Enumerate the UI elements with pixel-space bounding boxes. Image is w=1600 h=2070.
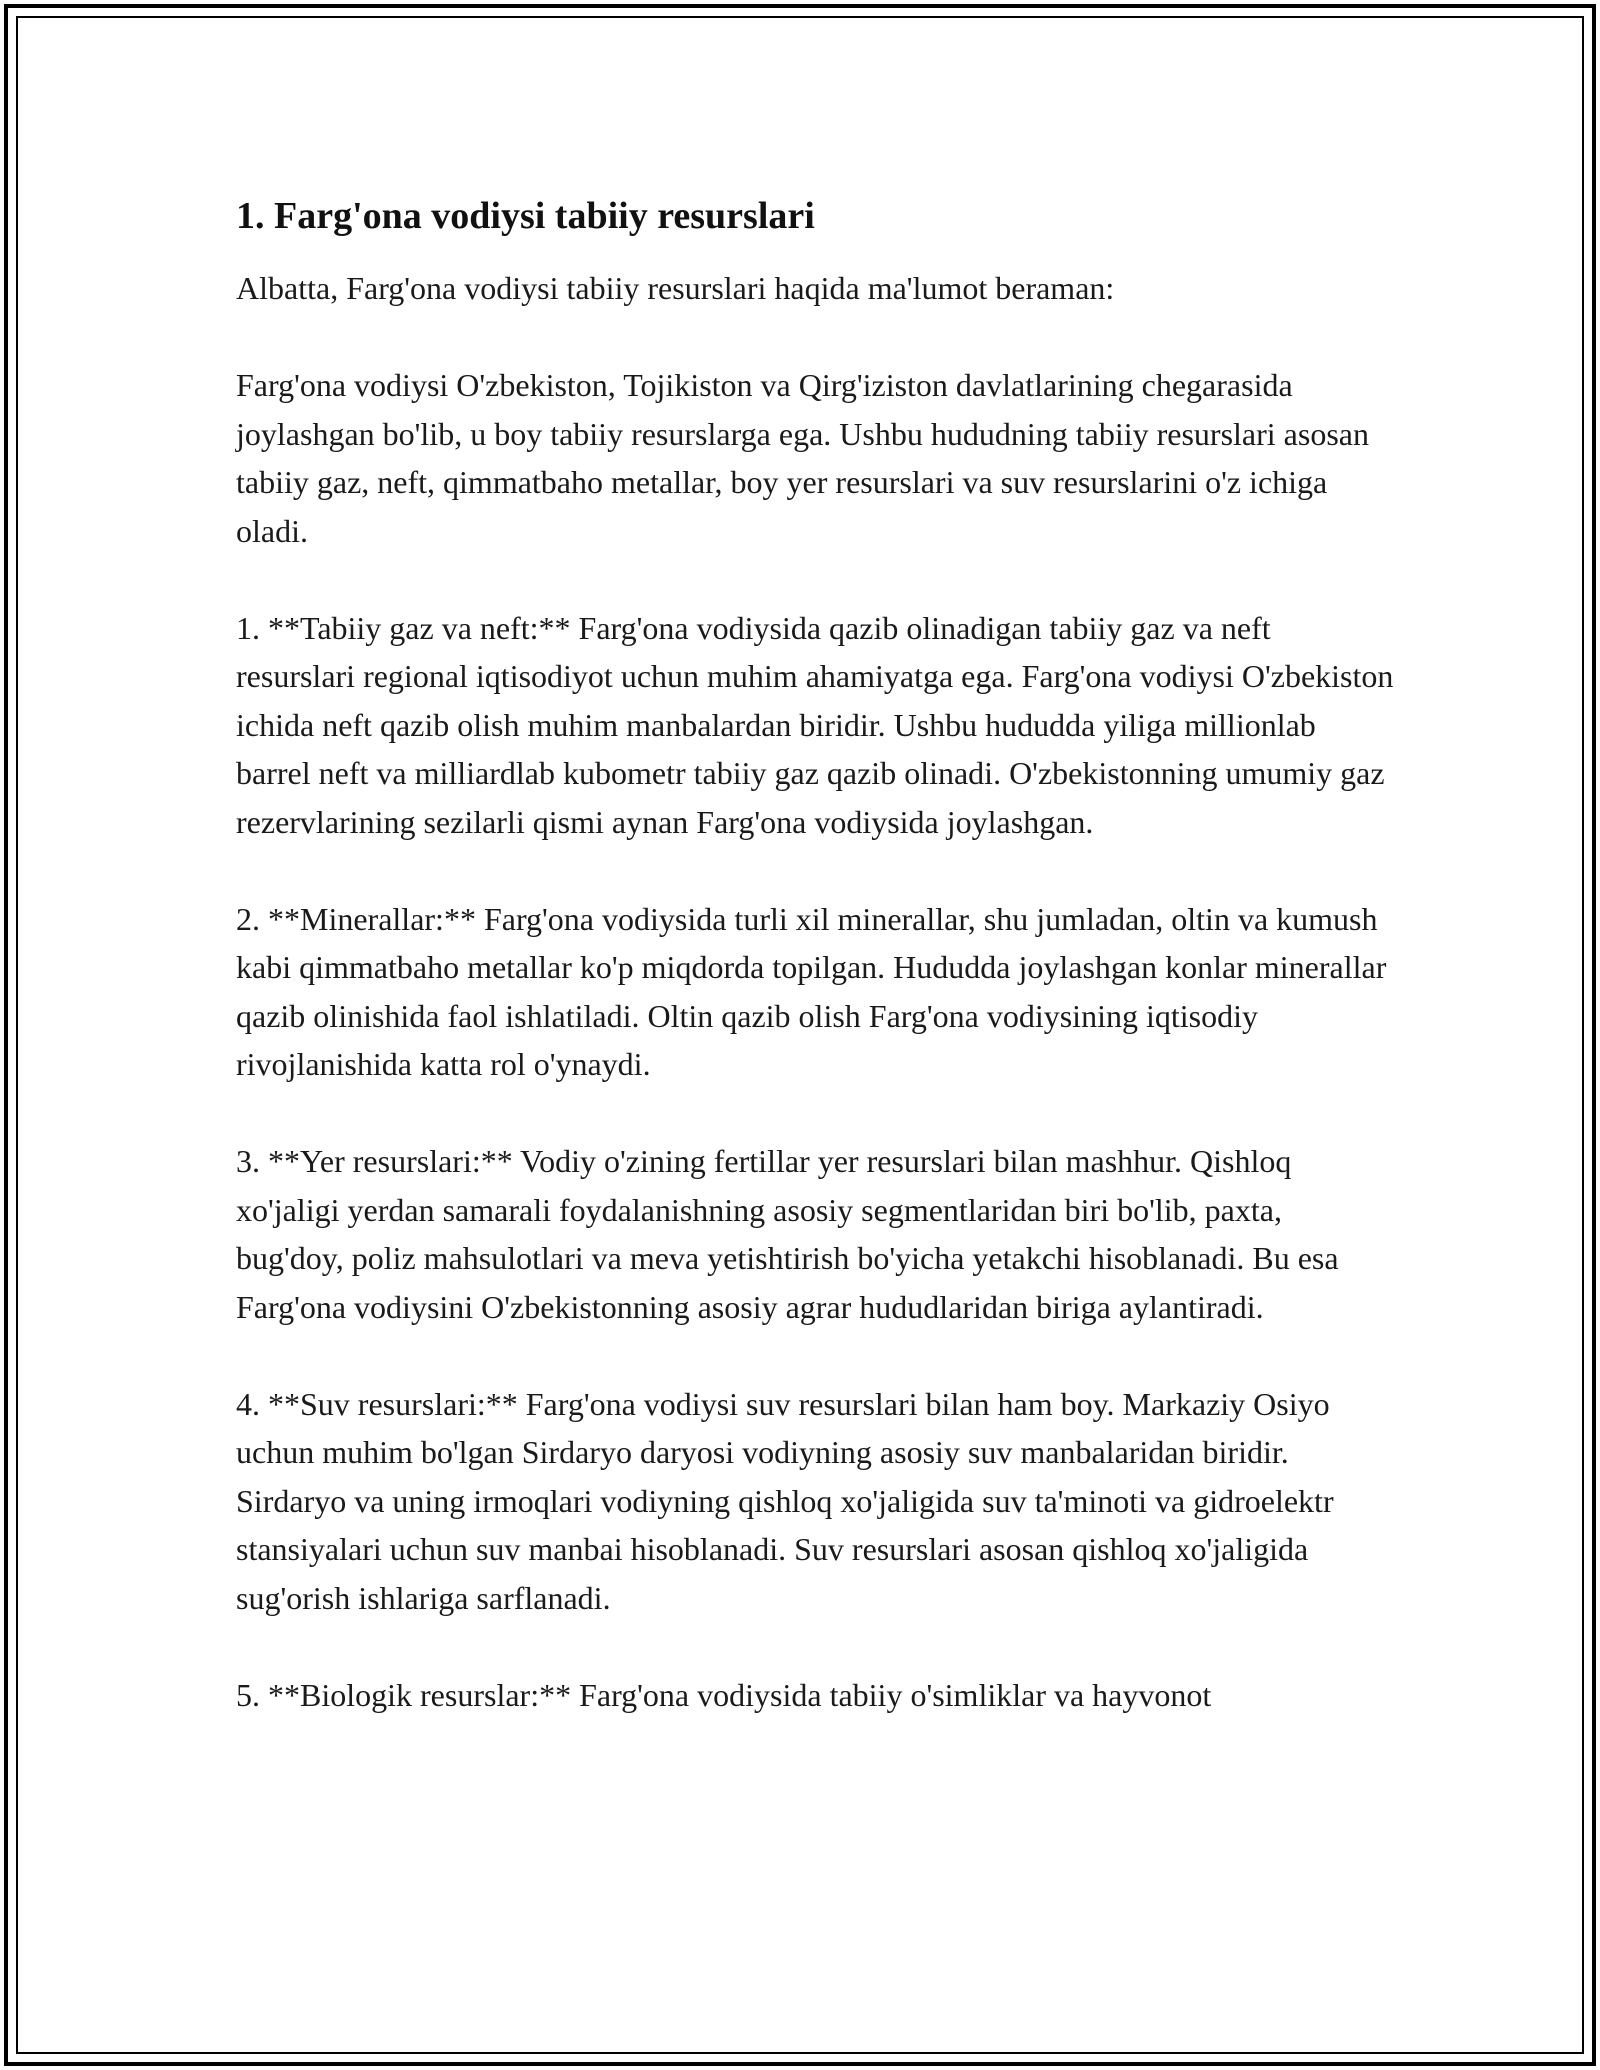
paragraph-water-resources: 4. **Suv resurslari:** Farg'ona vodiysi suv resurslari bilan ham boy. Markaziy Osiyo uchun muhim bo'lgan Sirdaryo daryosi vodiyning asosiy suv manbalaridan biridir. Sirdaryo va uning irmoqlari vodiyning qishloq xo'jaligida suv ta'minoti va gidroelektr stansiyalari uchun suv manbai hisoblanadi. Suv resurslari asosan qishloq xo'jaligida sug'orish ishlariga sarflanadi. (236, 1385, 1334, 1616)
paragraph-biological-resources: 5. **Biologik resurslar:** Farg'ona vodiysida tabiiy o'simliklar va hayvonot (236, 1676, 1212, 1713)
document-body (236, 190, 1396, 1768)
paragraph-minerals: 2. **Minerallar:** Farg'ona vodiysida turli xil minerallar, shu jumladan, oltin va kumush kabi qimmatbaho metallar ko'p miqdorda topilgan. Hududda joylashgan konlar minerallar qazib olinishida faol ishlatiladi. Oltin qazib olish Farg'ona vodiysining iqtisodiy rivojlanishida katta rol o'ynaydi. (236, 900, 1387, 1082)
paragraph-overview: Farg'ona vodiysi O'zbekiston, Tojikiston va Qirg'iziston davlatlarining chegarasida joylashgan bo'lib, u boy tabiiy resurslarga ega. Ushbu hududning tabiiy resurslari asosan tabiiy gaz, neft, qimmatbaho metallar, boy yer resurslari va suv resurslarini o'z ichiga oladi. (236, 367, 1369, 549)
document-title: 1. Farg'ona vodiysi tabiiy resurslari (236, 195, 815, 237)
paragraph-intro: Albatta, Farg'ona vodiysi tabiiy resurslari haqida ma'lumot beraman: (236, 270, 1115, 306)
paragraph-gas-oil: 1. **Tabiiy gaz va neft:** Farg'ona vodiysida qazib olinadigan tabiiy gaz va neft resurslari regional iqtisodiyot uchun muhim ahamiyatga ega. Farg'ona vodiysi O'zbekiston ichida neft qazib olish muhim manbalardan biridir. Ushbu hududda yiliga millionlab barrel neft va milliardlab kubometr tabiiy gaz qazib olinadi. O'zbekistonning umumiy gaz rezervlarining sezilarli qismi aynan Farg'ona vodiysida joylashgan. (236, 609, 1394, 840)
paragraph-land-resources: 3. **Yer resurslari:** Vodiy o'zining fertillar yer resurslari bilan mashhur. Qishloq xo'jaligi yerdan samarali foydalanishning asosiy segmentlaridan biri bo'lib, paxta, bug'doy, poliz mahsulotlari va meva yetishtirish bo'yicha yetakchi hisoblanadi. Bu esa Farg'ona vodiysini O'zbekistonning asosiy agrar hududlaridan biriga aylantiradi. (236, 1143, 1339, 1325)
